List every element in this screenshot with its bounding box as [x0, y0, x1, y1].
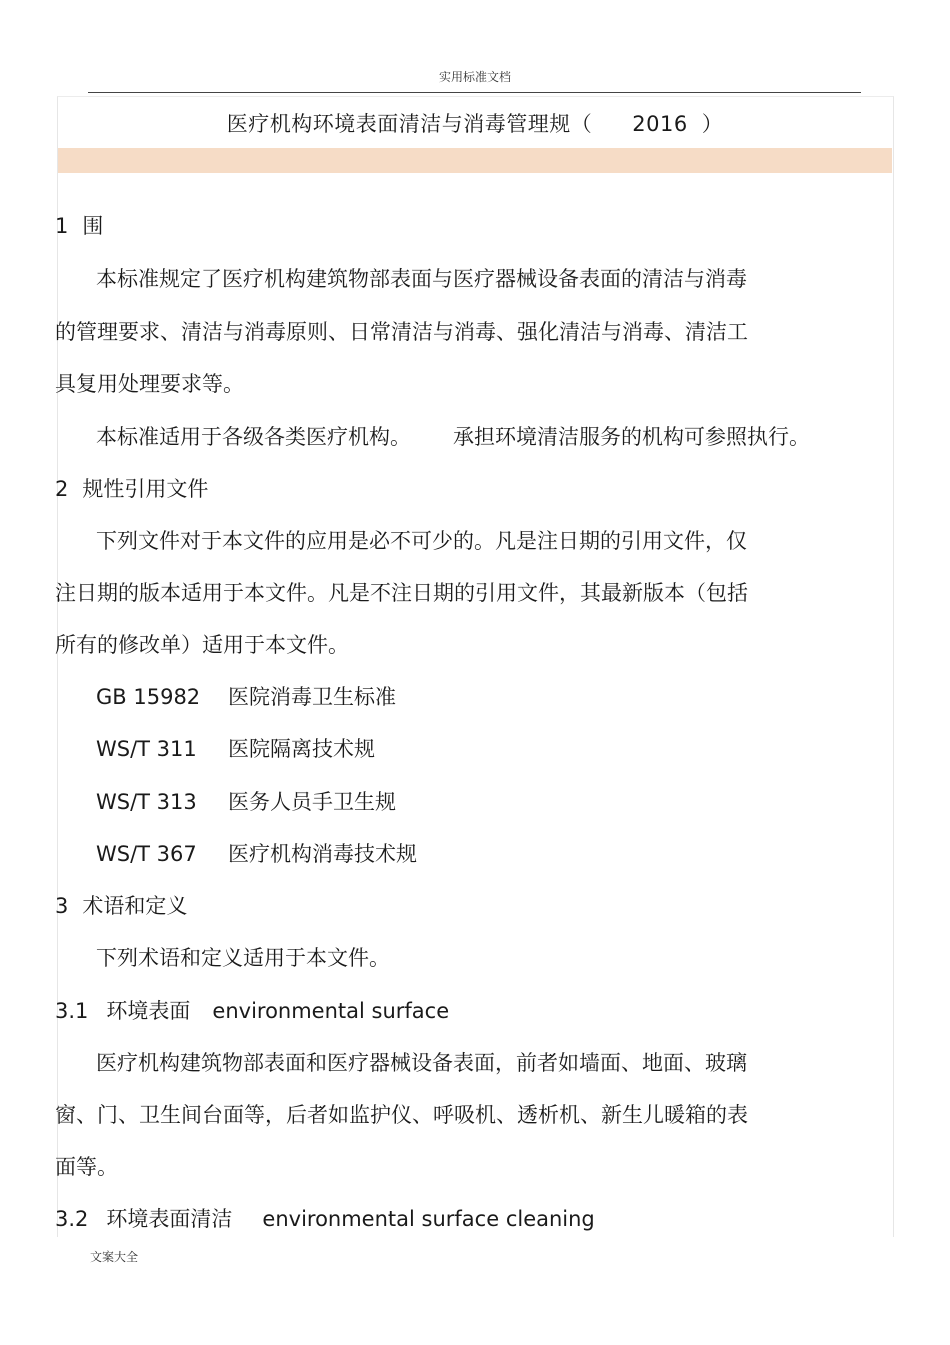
paragraph-line: 所有的修改单）适用于本文件。: [55, 633, 349, 657]
scope-text: 本标准适用于各级各类医疗机构。: [96, 425, 411, 449]
reference-item: [96, 788, 396, 816]
section-number: 3.2: [55, 1207, 89, 1231]
section-number: 3: [55, 894, 69, 918]
section-title: 环境表面清洁: [106, 1207, 233, 1231]
scope-text-b: 承担环境清洁服务的机构可参照执行。: [453, 425, 810, 449]
document-title: [0, 108, 950, 138]
title-year: 2016: [632, 112, 688, 136]
section-title-en: environmental surface: [212, 999, 450, 1023]
paragraph-line: 的管理要求、清洁与消毒原则、日常清洁与消毒、强化清洁与消毒、清洁工: [55, 320, 748, 344]
section-title: 术语和定义: [82, 894, 188, 918]
section-number: 3.1: [55, 999, 89, 1023]
reference-name: 医院消毒卫生标准: [228, 685, 396, 709]
reference-code: WS/T 367: [96, 842, 197, 866]
section-3-heading: [55, 892, 187, 920]
reference-code: GB 15982: [96, 685, 201, 709]
paragraph-line: 注日期的版本适用于本文件。凡是不注日期的引用文件，其最新版本（包括: [55, 581, 748, 605]
paragraph-line: 具复用处理要求等。: [55, 372, 244, 396]
title-band: [58, 148, 892, 173]
reference-name: 医院隔离技术规: [228, 737, 375, 761]
reference-name: 医疗机构消毒技术规: [228, 842, 417, 866]
reference-code: WS/T 311: [96, 737, 197, 761]
page-header: 实用标准文档: [438, 70, 511, 84]
paragraph-line: [96, 423, 810, 451]
section-1-heading: [55, 212, 103, 240]
section-number: 2: [55, 477, 69, 501]
section-3-2-heading: [55, 1205, 595, 1233]
paragraph-line: 医疗机构建筑物部表面和医疗器械设备表面，前者如墙面、地面、玻璃: [96, 1051, 747, 1075]
section-title: 环境表面: [106, 999, 191, 1023]
reference-item: [96, 840, 417, 868]
paragraph-line: 面等。: [55, 1155, 118, 1179]
paragraph-line: 下列文件对于本文件的应用是必不可少的。凡是注日期的引用文件，仅: [96, 529, 747, 553]
section-title: 围: [82, 214, 104, 238]
reference-item: [96, 735, 375, 763]
section-number: 1: [55, 214, 69, 238]
page-footer: 文案大全: [90, 1250, 139, 1264]
title-text: 医疗机构环境表面清洁与消毒管理规（: [226, 112, 593, 136]
reference-item: [96, 683, 396, 711]
reference-name: 医务人员手卫生规: [228, 790, 396, 814]
header-divider: [88, 92, 861, 93]
section-3-1-heading: [55, 997, 449, 1025]
section-title: 规性引用文件: [82, 477, 209, 501]
title-close: ）: [701, 112, 724, 136]
paragraph-line: 本标准规定了医疗机构建筑物部表面与医疗器械设备表面的清洁与消毒: [96, 267, 747, 291]
paragraph-line: 下列术语和定义适用于本文件。: [96, 946, 390, 970]
section-title-en: environmental surface cleaning: [262, 1207, 595, 1231]
section-2-heading: [55, 475, 208, 503]
reference-code: WS/T 313: [96, 790, 197, 814]
paragraph-line: 窗、门、卫生间台面等，后者如监护仪、呼吸机、透析机、新生儿暖箱的表: [55, 1103, 748, 1127]
